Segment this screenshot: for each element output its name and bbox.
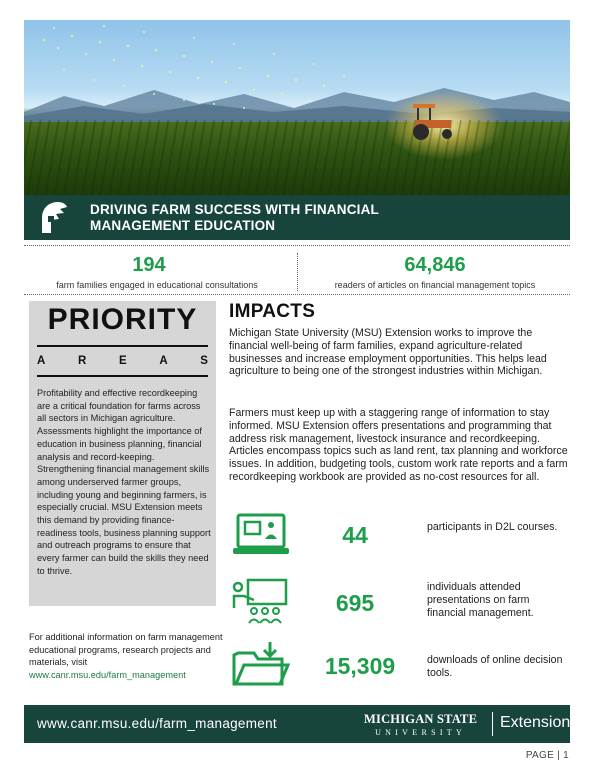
laptop-presentation-icon (232, 512, 290, 558)
title-line-2: MANAGEMENT EDUCATION (90, 218, 276, 233)
priority-areas-box (29, 301, 216, 606)
tractor-graphic (409, 102, 469, 142)
hero-farm-image (24, 20, 570, 195)
impact-downloads-label: downloads of online decision tools. (427, 654, 563, 679)
stat-families-value: 194 (132, 254, 166, 276)
divider-top (24, 245, 570, 246)
divider-bottom (24, 294, 570, 295)
priority-body: Profitability and effective recordkeeping are a critical foundation for farms across all sectors in Michigan agriculture. Assessments highlight the importance of education in business planning, financial analysis and record-keeping. Strengthening financial management skills among underserved farmer groups, including young and beginning farmers, is especially crucial. MSU Extension meets this demand by providing finance-readiness tools, business planning support and outreach programs to ensure that every farmer can build the skills they need to thrive. (37, 388, 211, 576)
areas-letter: A (159, 355, 168, 367)
more-info-text: For additional information on farm management educational programs, research projects and materials, visit (29, 632, 223, 668)
spartan-helmet-icon (36, 200, 70, 235)
title-band (24, 195, 570, 240)
impacts-paragraph-2: Farmers must keep up with a staggering range of information to stay informed. MSU Extension offers presentations and programming that address risk management, livestock insurance and recordkeeping. Articles encompass topics such as land rent, tax planning and workforce issues. In addition, budgeting tools, custom work rate reports and a farm recordkeeping workbook are provided as no-cost resources for all. (229, 407, 568, 483)
page-title (90, 202, 470, 234)
more-info-link[interactable]: www.canr.msu.edu/farm_management (29, 670, 186, 681)
more-info (29, 631, 229, 682)
areas-letter: A (37, 355, 46, 367)
impact-d2l-label: participants in D2L courses. (427, 521, 558, 533)
impact-presentations-label: individuals attended presentations on farm financial management. (427, 581, 534, 619)
msu-wordmark-line2: UNIVERSITY (375, 728, 467, 737)
classroom-presentation-icon (232, 578, 290, 624)
impact-d2l-value: 44 (342, 522, 368, 548)
impact-presentations-value: 695 (335, 590, 375, 616)
impacts-paragraph-1: Michigan State University (MSU) Extension works to improve the financial well-being of farm families, expand agriculture-related businesses and increase employment opportunities. This helps lead agriculture to being one of the strongest industries within Michigan. (229, 327, 547, 378)
msu-wordmark (364, 712, 477, 737)
areas-letter: E (118, 355, 127, 367)
footer-url-link[interactable]: www.canr.msu.edu/farm_management (37, 716, 277, 731)
footer-separator (492, 712, 493, 736)
stat-readers-label: readers of articles on financial management topics (334, 280, 536, 290)
crop-rows (24, 120, 570, 195)
page-number: PAGE | 1 (525, 750, 569, 761)
areas-letter: S (200, 355, 208, 367)
title-line-1: DRIVING FARM SUCCESS WITH FINANCIAL (90, 202, 379, 217)
impacts-heading: IMPACTS (229, 301, 316, 322)
stat-readers-value: 64,846 (404, 254, 466, 276)
stats-divider (297, 253, 298, 291)
stat-families-label: farm families engaged in educational consultations (56, 280, 258, 290)
priority-rule-bottom (37, 375, 208, 377)
msu-wordmark-line1: MICHIGAN STATE (364, 712, 478, 726)
areas-letter: R (77, 355, 87, 367)
folder-download-icon (232, 641, 290, 687)
priority-rule-top (37, 345, 208, 347)
extension-wordmark: Extension (500, 714, 571, 731)
digital-dots-overlay (24, 20, 570, 120)
footer-bar (24, 705, 570, 743)
impact-downloads-value: 15,309 (324, 653, 396, 679)
areas-label (37, 355, 208, 367)
priority-title: PRIORITY (47, 303, 198, 336)
